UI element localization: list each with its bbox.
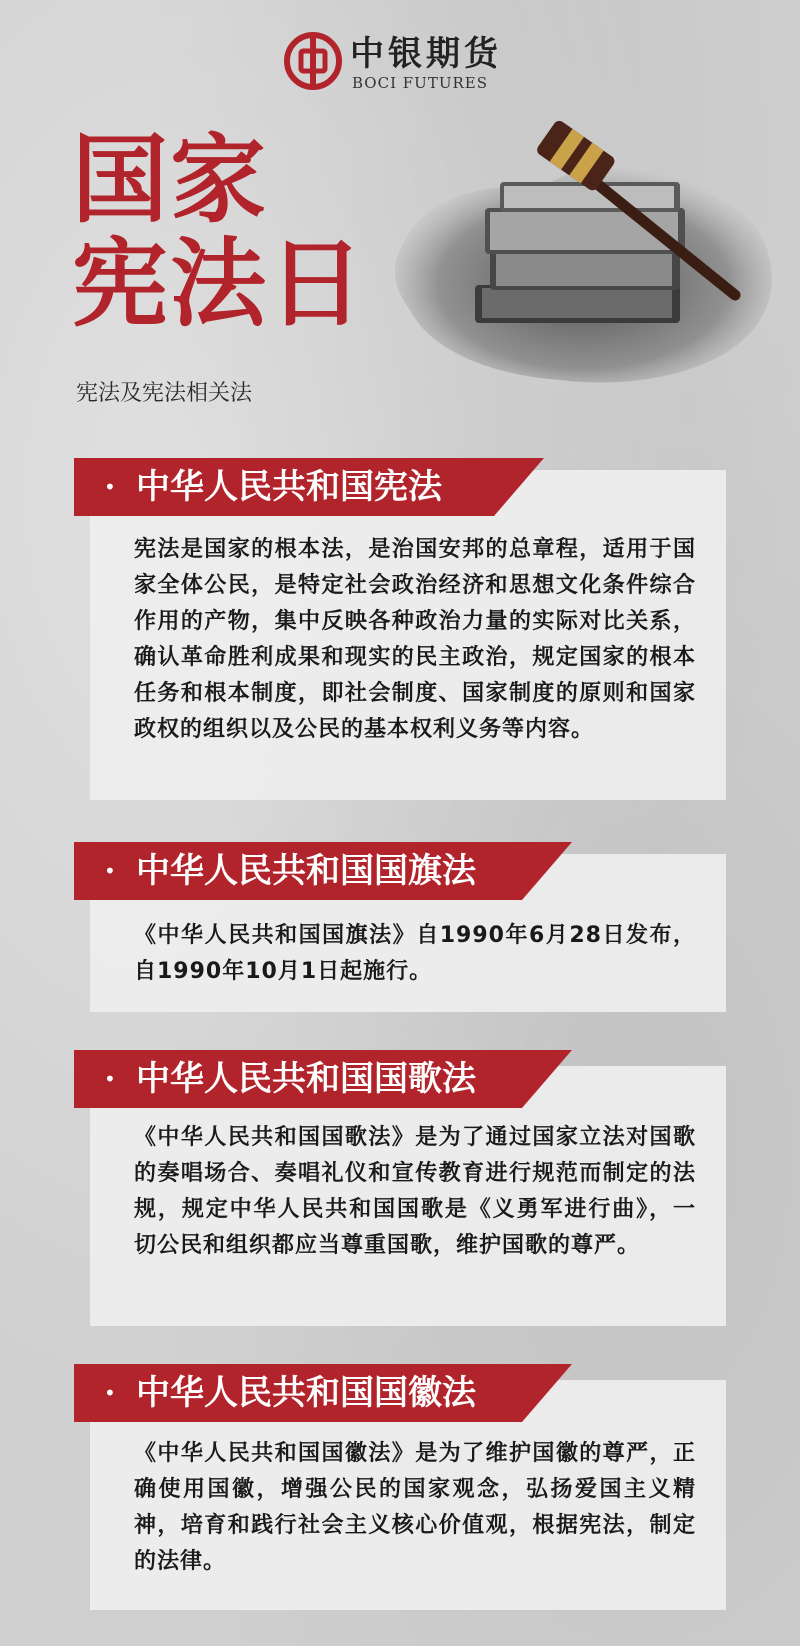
brand-name: 中银期货	[350, 34, 502, 74]
page-title-line1: 国家	[72, 124, 268, 236]
section-heading: 中华人民共和国宪法	[136, 467, 442, 507]
section-card-constitution	[90, 470, 726, 800]
bullet-icon: •	[104, 1067, 116, 1091]
section-body: 《中华人民共和国国歌法》是为了通过国家立法对国歌的奏唱场合、奏唱礼仪和宣传教育进行规范而制定的法规，规定中华人民共和国国歌是《义勇军进行曲》，一切公民和组织都应当尊重国歌，维护国歌的尊严。	[134, 1125, 696, 1258]
brand-logo	[284, 32, 504, 92]
section-banner	[74, 1050, 572, 1108]
books-icon	[475, 182, 685, 323]
bullet-icon: •	[104, 1381, 116, 1405]
section-body: 宪法是国家的根本法，是治国安邦的总章程，适用于国家全体公民，是特定社会政治经济和思想文化条件综合作用的产物，集中反映各种政治力量的实际对比关系，确认革命胜利成果和现实的民主政治，规定国家的根本任务和根本制度，即社会制度、国家制度的原则和国家政权的组织以及公民的基本权利义务等内容。	[134, 537, 696, 742]
section-heading: 中华人民共和国国旗法	[136, 851, 476, 891]
boc-logo-icon	[284, 32, 342, 90]
section-heading: 中华人民共和国国徽法	[136, 1373, 476, 1413]
section-banner	[74, 842, 572, 900]
page-title-line2: 宪法日	[72, 228, 366, 340]
section-heading: 中华人民共和国国歌法	[136, 1059, 476, 1099]
bullet-icon: •	[104, 475, 116, 499]
section-body: 《中华人民共和国国旗法》自1990年6月28日发布，自1990年10月1日起施行。	[134, 923, 696, 984]
section-body: 《中华人民共和国国徽法》是为了维护国徽的尊严，正确使用国徽，增强公民的国家观念，弘扬爱国主义精神，培育和践行社会主义核心价值观，根据宪法，制定的法律。	[134, 1441, 696, 1574]
page-subtitle: 宪法及宪法相关法	[76, 381, 253, 406]
bullet-icon: •	[104, 859, 116, 883]
gavel-books-illustration	[390, 110, 790, 400]
brand-name-en: BOCI FUTURES	[352, 74, 488, 92]
section-banner	[74, 458, 544, 516]
section-banner	[74, 1364, 572, 1422]
